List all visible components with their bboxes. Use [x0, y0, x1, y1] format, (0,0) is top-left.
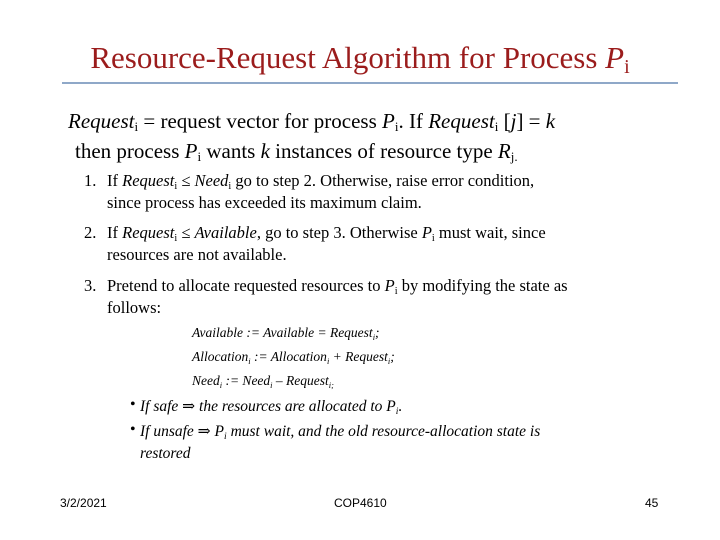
title-divider — [62, 82, 678, 84]
step-3-line-2: follows: — [107, 298, 162, 317]
bullet-text: If unsafe ⇒ P — [140, 423, 225, 440]
step-need-sub: i — [228, 181, 232, 192]
step-text: If — [107, 171, 123, 190]
intro-text: instances of resource type — [269, 139, 498, 163]
step-leq: ≤ — [177, 171, 195, 190]
footer-course: COP4610 — [334, 496, 387, 510]
step-request-sub: i — [174, 233, 178, 244]
slide-title — [0, 40, 720, 79]
intro-process-var: P — [184, 139, 198, 163]
intro-process-var: P — [382, 109, 395, 133]
intro-request-sub: i — [494, 119, 499, 134]
step-process-sub: i — [431, 233, 435, 244]
formula-sub: i — [326, 357, 330, 366]
bullet-unsafe — [140, 421, 540, 448]
step-process-sub: i — [394, 286, 398, 297]
formula-sub: i — [387, 357, 391, 366]
formula-text: ; — [375, 325, 380, 340]
formula-text: := Allocation — [250, 349, 327, 364]
intro-process-sub: i — [394, 119, 399, 134]
formula-text: Allocation — [192, 349, 249, 364]
step-available: Available — [194, 223, 257, 242]
step-text: must wait, since — [434, 223, 546, 242]
formula-text: := Need — [222, 373, 271, 388]
slide-title-var: P — [605, 40, 625, 75]
formula-sub: i — [248, 357, 251, 366]
formula-text: – Request — [272, 373, 329, 388]
intro-text: then process — [75, 139, 185, 163]
intro-text: ] = — [516, 109, 546, 133]
step-1-number: 1. — [84, 171, 97, 190]
bullet-sub: i — [395, 406, 399, 417]
intro-line-1 — [68, 108, 555, 140]
bullet-text: must wait, and the old resource-allocation state is — [226, 423, 541, 440]
intro-process-sub: i — [197, 149, 202, 164]
formula-sub: i — [372, 333, 376, 342]
formula-text: ; — [390, 349, 395, 364]
formula-available — [192, 322, 380, 349]
intro-text: = request vector for process — [138, 109, 383, 133]
step-text: by modifying the state as — [397, 276, 568, 295]
step-1-line-2: since process has exceeded its maximum claim. — [107, 193, 422, 212]
step-2-line-2: resources are not available. — [107, 245, 287, 264]
formula-need — [192, 370, 334, 397]
step-text: If — [107, 223, 123, 242]
intro-resource-sub: j. — [510, 149, 518, 164]
formula-text: + Request — [329, 349, 388, 364]
step-request-sub: i — [174, 181, 178, 192]
bullet-sub: i — [224, 431, 227, 442]
formula-sub: i — [219, 381, 223, 390]
intro-request: Request — [68, 109, 135, 133]
intro-k: k — [545, 109, 556, 133]
step-text: Pretend to allocate requested resources to — [107, 276, 385, 295]
step-3-line-1 — [107, 275, 568, 303]
formula-allocation — [192, 346, 395, 373]
step-text: , go to step 3. Otherwise — [256, 223, 422, 242]
formula-text: Available := Available = Request — [192, 325, 373, 340]
footer-page-number: 45 — [645, 496, 659, 510]
step-request: Request — [122, 223, 175, 242]
step-process-var: P — [384, 276, 395, 295]
intro-request-sub: i — [134, 119, 139, 134]
intro-j: j — [510, 109, 517, 133]
bullet-text: If safe ⇒ the resources are allocated to P — [140, 398, 396, 415]
bullet-icon: • — [130, 396, 136, 413]
bullet-safe — [140, 396, 402, 423]
intro-resource-var: R — [497, 139, 511, 163]
step-process-var: P — [421, 223, 432, 242]
intro-text: [ — [498, 109, 511, 133]
slide-title-sub: i — [624, 56, 630, 78]
slide-title-text: Resource-Request Algorithm for Process — [90, 40, 598, 75]
step-leq: ≤ — [177, 223, 195, 242]
bullet-unsafe-line-2: restored — [140, 445, 191, 462]
intro-line-2 — [75, 138, 518, 170]
step-request: Request — [122, 171, 175, 190]
step-3-number: 3. — [84, 276, 97, 295]
step-2-number: 2. — [84, 223, 97, 242]
intro-request: Request — [428, 109, 495, 133]
step-text: go to step 2. Otherwise, raise error condition, — [231, 171, 535, 190]
intro-k: k — [260, 139, 270, 163]
intro-text: . If — [398, 109, 429, 133]
formula-sub: i; — [328, 381, 334, 390]
formula-sub: i — [270, 381, 273, 390]
bullet-text: . — [398, 398, 403, 415]
step-need: Need — [194, 171, 229, 190]
intro-text: wants — [201, 139, 261, 163]
footer-date: 3/2/2021 — [60, 496, 107, 510]
bullet-icon: • — [130, 421, 136, 438]
formula-text: Need — [192, 373, 220, 388]
